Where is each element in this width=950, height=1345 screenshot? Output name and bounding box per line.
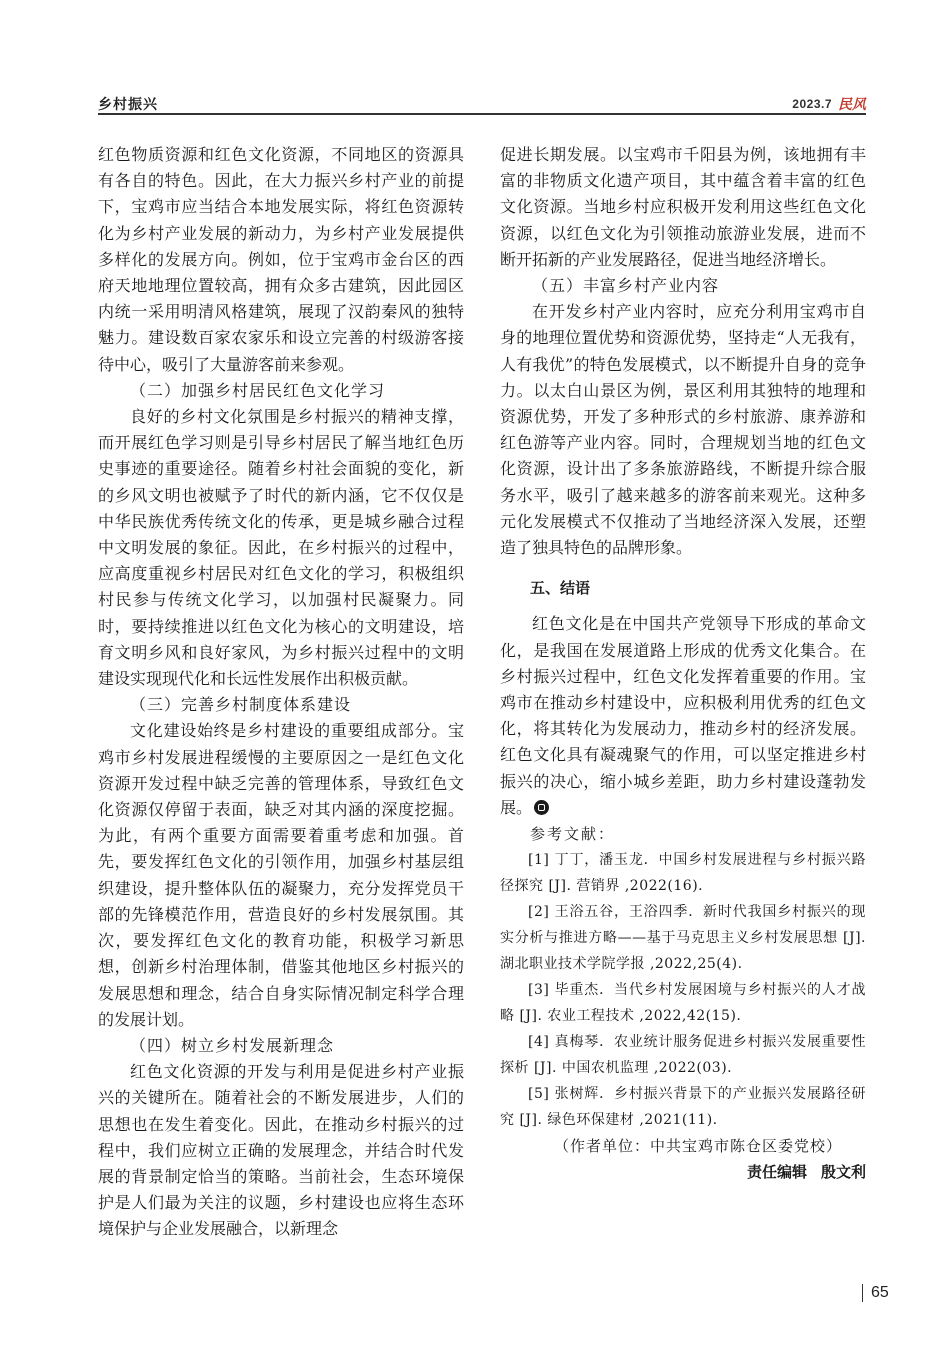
- reference-item: [1] 丁丁，潘玉龙．中国乡村发展进程与乡村振兴路径探究 [J]. 营销界 ,2022(16).: [500, 852, 866, 895]
- paragraph: 红色物质资源和红色文化资源，不同地区的资源具有各自的特色。因此，在大力振兴乡村产业的前提下，宝鸡市应当结合本地发展实际，将红色资源转化为乡村产业发展的新动力，为乡村产业发展提供多样化的发展方向。例如，位于宝鸡市金台区的西府天地地理位置较高，拥有众多古建筑，因此园区内统一采用明清风格建筑，展现了汉韵秦风的独特魅力。建设数百家农家乐和设立完善的村级游客接待中心，吸引了大量游客前来参观。: [98, 145, 464, 374]
- references-title: 参考文献：: [530, 825, 616, 844]
- section-title: 乡村振兴: [98, 97, 158, 113]
- left-column: [98, 142, 464, 1243]
- reference-item: [2] 王浴五谷，王浴四季．新时代我国乡村振兴的现实分析与推进方略——基于马克思主义乡村发展思想 [J]. 湖北职业技术学院学报 ,2022,25(4).: [500, 904, 866, 973]
- reference-item: [4] 真梅琴．农业统计服务促进乡村振兴发展重要性探析 [J]. 中国农机监理 ,2022(03).: [500, 1034, 866, 1077]
- reference-item: [3] 毕重杰．当代乡村发展困境与乡村振兴的人才战略 [J]. 农业工程技术 ,2022,42(15).: [500, 982, 866, 1025]
- paragraph: 良好的乡村文化氛围是乡村振兴的精神支撑，而开展红色学习则是引导乡村居民了解当地红色历史事迹的重要途径。随着乡村社会面貌的变化，新的乡风文明也被赋予了时代的新内涵，它不仅仅是中华民族优秀传统文化的传承，更是城乡融合过程中文明发展的象征。因此，在乡村振兴的过程中，应高度重视乡村居民对红色文化的学习，积极组织村民参与传统文化学习，以加强村民凝聚力。同时，要持续推进以红色文化为核心的文明建设，培育文明乡风和良好家风，为乡村振兴过程中的文明建设实现现代化和长远性发展作出积极贡献。: [98, 407, 464, 689]
- editor-label: 责任编辑: [746, 1163, 807, 1182]
- paragraph: [500, 611, 866, 821]
- paragraph: 红色文化资源的开发与利用是促进乡村产业振兴的关键所在。随着社会的不断发展进步，人们的思想也在发生着变化。因此，在推动乡村振兴的过程中，我们应树立正确的发展理念，并结合时代发展的背景制定恰当的策略。当前社会，生态环境保护是人们最为关注的议题，乡村建设也应将生态环境保护与企业发展融合，以新理念: [98, 1062, 464, 1239]
- section-heading: 五、结语: [530, 579, 591, 598]
- reference-item: [5] 张树辉．乡村振兴背景下的产业振兴发展路径研究 [J]. 绿色环保建材 ,2021(11).: [500, 1086, 866, 1129]
- right-column: [500, 142, 866, 1186]
- issue-date: 2023.7: [792, 97, 832, 111]
- subheading: （四）树立乡村发展新理念: [130, 1035, 335, 1055]
- magazine-logo: 民风: [838, 97, 866, 113]
- conclusion-text: 红色文化是在中国共产党领导下形成的革命文化，是我国在发展道路上形成的优秀文化集合。在乡村振兴过程中，红色文化发挥着重要的作用。宝鸡市在推动乡村建设中，应积极利用优秀的红色文化，将其转化为发展动力，推动乡村的经济发展。红色文化具有凝魂聚气的作用，可以坚定推进乡村振兴的决心，缩小城乡差距，助力乡村建设蓬勃发展。: [500, 614, 866, 817]
- page-header: [98, 94, 866, 114]
- subheading: （三）完善乡村制度体系建设: [130, 695, 352, 715]
- journal-end-mark-icon: [534, 800, 549, 815]
- page-number: 65: [871, 1284, 889, 1301]
- responsible-editor: [500, 1159, 866, 1185]
- paragraph: 文化建设始终是乡村建设的重要组成部分。宝鸡市乡村发展进程缓慢的主要原因之一是红色文化资源开发过程中缺乏完善的管理体系，导致红色文化资源仅停留于表面，缺乏对其内涵的深度挖掘。为此，有两个重要方面需要着重考虑和加强。首先，要发挥红色文化的引领作用，加强乡村基层组织建设，提升整体队伍的凝聚力，充分发挥党员干部的先锋模范作用，营造良好的乡村发展氛围。其次，要发挥红色文化的教育功能，积极学习新思想，创新乡村治理体制，借鉴其他地区乡村振兴的发展思想和理念，结合自身实际情况制定科学合理的发展计划。: [98, 721, 464, 1029]
- editor-name: 殷文利: [820, 1163, 866, 1182]
- header-divider: [98, 113, 866, 115]
- subheading: （五）丰富乡村产业内容: [532, 276, 720, 296]
- page-number-divider: [862, 1284, 863, 1302]
- paragraph: 在开发乡村产业内容时，应充分利用宝鸡市自身的地理位置优势和资源优势，坚持走“人无我有，人有我优”的特色发展模式，以不断提升自身的竞争力。以太白山景区为例，景区利用其独特的地理和资源优势，开发了多种形式的乡村旅游、康养游和红色游等产业内容。同时，合理规划当地的红色文化资源，设计出了多条旅游路线，不断提升综合服务水平，吸引了越来越多的游客前来观光。这种多元化发展模式不仅推动了当地经济深入发展，还塑造了独具特色的品牌形象。: [500, 302, 866, 558]
- issue-info: [792, 94, 866, 114]
- subheading: （二）加强乡村居民红色文化学习: [130, 380, 386, 400]
- page-footer: [862, 1284, 889, 1302]
- author-affiliation: （作者单位：中共宝鸡市陈仓区委党校）: [553, 1137, 842, 1156]
- paragraph: 促进长期发展。以宝鸡市千阳县为例，该地拥有丰富的非物质文化遗产项目，其中蕴含着丰富的红色文化资源。当地乡村应积极开发利用这些红色文化资源，以红色文化为引领推动旅游业发展，进而不断开拓新的产业发展路径，促进当地经济增长。: [500, 145, 866, 269]
